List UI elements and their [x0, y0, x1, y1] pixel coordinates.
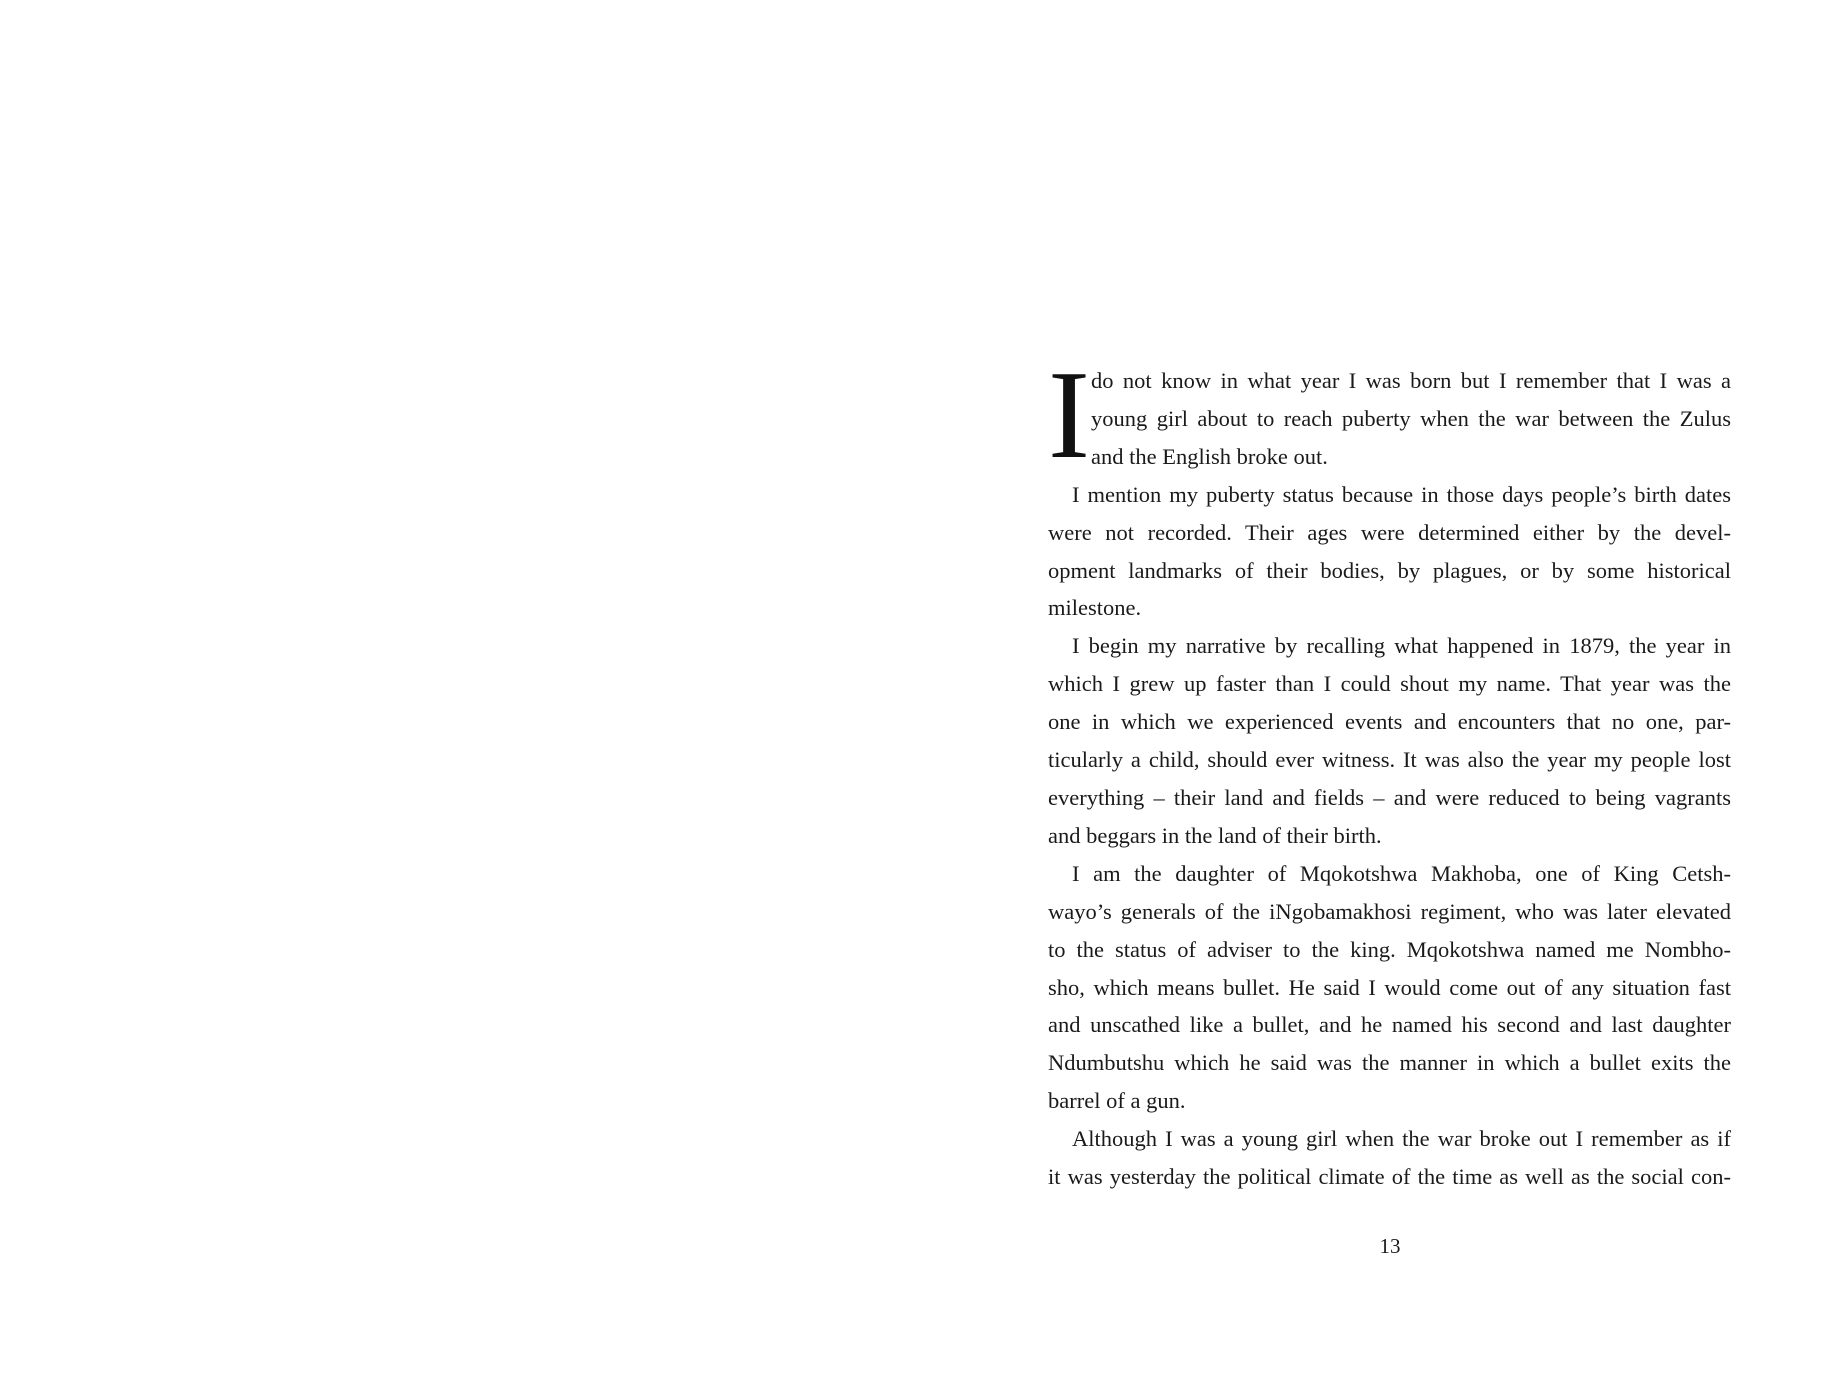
- left-page-blank: [0, 0, 921, 1382]
- text-line: opment landmarks of their bodies, by plagues, or by some historical: [1048, 557, 1731, 583]
- text-line: which I grew up faster than I could shout my name. That year was the: [1048, 671, 1731, 697]
- text-line: it was yesterday the political climate of the time as well as the social con-: [1048, 1164, 1731, 1190]
- text-line: ticularly a child, should ever witness. It was also the year my people lost: [1048, 747, 1731, 773]
- text-line: barrel of a gun.: [1048, 1088, 1186, 1114]
- drop-cap: I: [1048, 346, 1090, 485]
- opening-paragraph: [1048, 346, 1731, 485]
- text-line: I begin my narrative by recalling what happened in 1879, the year in: [1072, 633, 1731, 659]
- right-page: [921, 0, 1843, 1382]
- text-line: to the status of adviser to the king. Mqokotshwa named me Nombho-: [1048, 936, 1731, 962]
- text-line: I am the daughter of Mqokotshwa Makhoba, one of King Cetsh-: [1072, 860, 1731, 886]
- text-line: one in which we experienced events and encounters that no one, par-: [1048, 709, 1731, 735]
- text-line: I mention my puberty status because in those days people’s birth dates: [1072, 481, 1731, 507]
- paragraph: [1048, 476, 1731, 628]
- text-line: do not know in what year I was born but I remember that I was a: [1091, 368, 1731, 393]
- paragraph: [1048, 1120, 1731, 1196]
- paragraph: [1048, 627, 1731, 854]
- text-line: wayo’s generals of the iNgobamakhosi regiment, who was later elevated: [1048, 898, 1731, 924]
- text-line: Although I was a young girl when the war broke out I remember as if: [1072, 1126, 1731, 1152]
- text-line: were not recorded. Their ages were determined either by the devel-: [1048, 519, 1731, 545]
- text-line: everything – their land and fields – and were reduced to being vagrants: [1048, 784, 1731, 810]
- text-line: and the English broke out.: [1091, 443, 1328, 469]
- body-text: [1048, 346, 1731, 1196]
- text-line: and unscathed like a bullet, and he named his second and last daughter: [1048, 1012, 1731, 1038]
- text-line: Ndumbutshu which he said was the manner in which a bullet exits the: [1048, 1050, 1731, 1076]
- text-line: young girl about to reach puberty when the war between the Zulus: [1091, 405, 1731, 431]
- text-line: milestone.: [1048, 595, 1142, 621]
- text-line: sho, which means bullet. He said I would come out of any situation fast: [1048, 974, 1731, 1000]
- text-line: and beggars in the land of their birth.: [1048, 822, 1382, 848]
- paragraph: [1048, 855, 1731, 1120]
- page-number: 13: [1379, 1234, 1401, 1258]
